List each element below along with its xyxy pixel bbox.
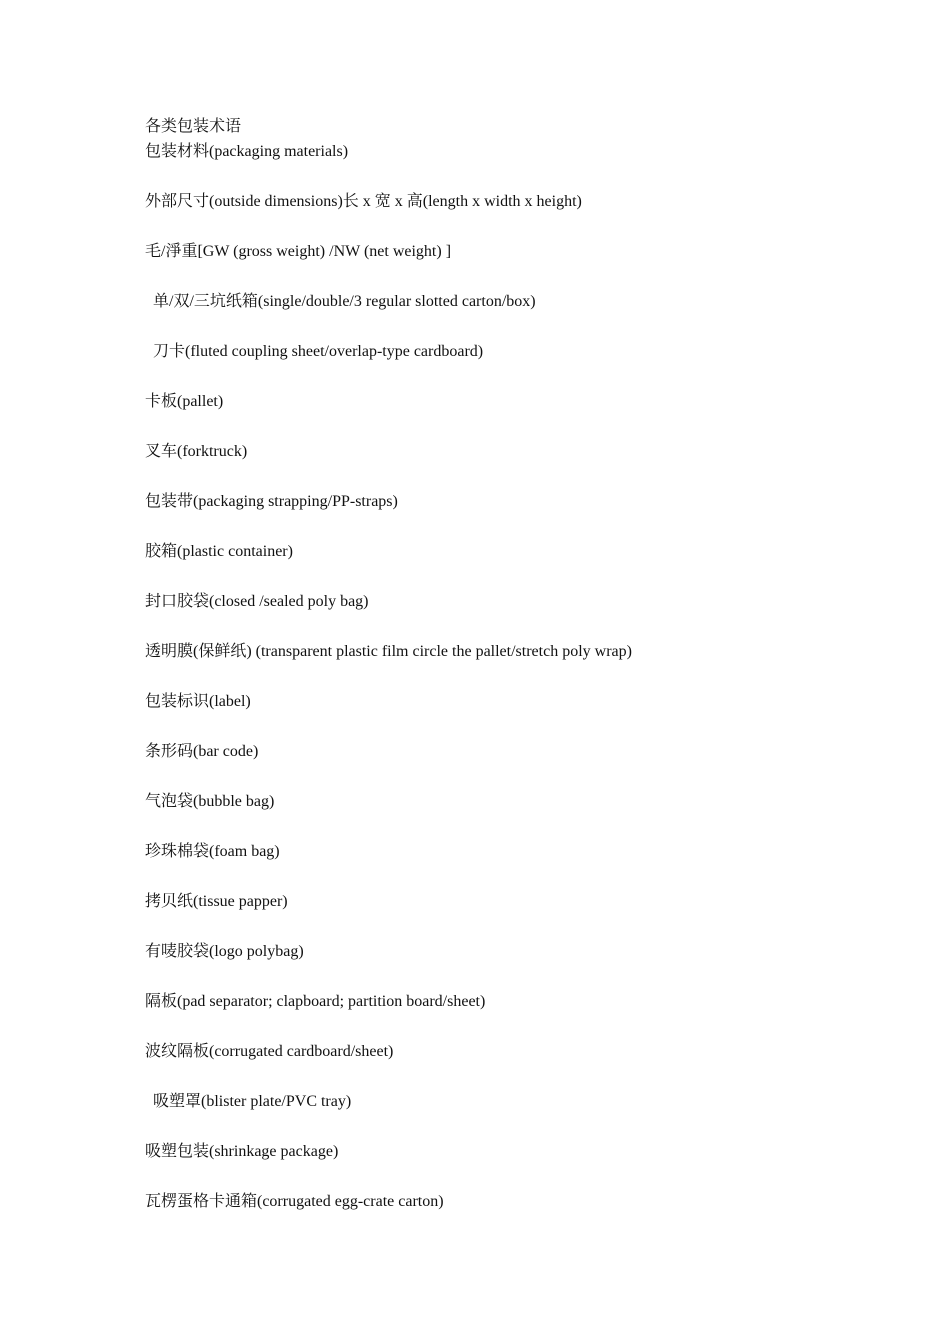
- term-plastic-container: 胶箱(plastic container): [145, 543, 293, 560]
- term-logo-polybag: 有唛胶袋(logo polybag): [145, 943, 304, 960]
- document-title: 各类包装术语: [145, 118, 242, 135]
- term-list: [145, 142, 905, 1212]
- term-foam-bag: 珍珠棉袋(foam bag): [145, 843, 280, 860]
- term-tissue-paper: 拷贝纸(tissue papper): [145, 893, 288, 910]
- term-packaging-materials: 包装材料(packaging materials): [145, 143, 349, 160]
- term-slotted-carton: 单/双/三坑纸箱(single/double/3 regular slotted carton/box): [153, 293, 536, 310]
- term-bubble-bag: 气泡袋(bubble bag): [145, 793, 275, 810]
- document-body: [145, 117, 905, 1212]
- term-pad-separator: 隔板(pad separator; clapboard; partition board/sheet): [145, 993, 486, 1010]
- term-forktruck: 叉车(forktruck): [145, 443, 248, 460]
- term-bar-code: 条形码(bar code): [145, 743, 259, 760]
- term-stretch-poly-wrap: 透明膜(保鲜纸) (transparent plastic film circle the pallet/stretch poly wrap): [145, 643, 632, 660]
- term-sealed-poly-bag: 封口胶袋(closed /sealed poly bag): [145, 593, 369, 610]
- term-label: 包装标识(label): [145, 693, 251, 710]
- term-outside-dimensions: 外部尺寸(outside dimensions)长 x 宽 x 高(length x width x height): [145, 193, 582, 210]
- term-pallet: 卡板(pallet): [145, 393, 224, 410]
- term-fluted-coupling-sheet: 刀卡(fluted coupling sheet/overlap-type cardboard): [153, 343, 484, 360]
- term-corrugated-sheet: 波纹隔板(corrugated cardboard/sheet): [145, 1043, 394, 1060]
- term-gross-net-weight: 毛/淨重[GW (gross weight) /NW (net weight) ]: [145, 243, 452, 260]
- term-blister-plate: 吸塑罩(blister plate/PVC tray): [153, 1093, 352, 1110]
- term-packaging-strapping: 包装带(packaging strapping/PP-straps): [145, 493, 398, 510]
- term-shrinkage-package: 吸塑包装(shrinkage package): [145, 1143, 339, 1160]
- term-egg-crate-carton: 瓦楞蛋格卡通箱(corrugated egg-crate carton): [145, 1193, 444, 1210]
